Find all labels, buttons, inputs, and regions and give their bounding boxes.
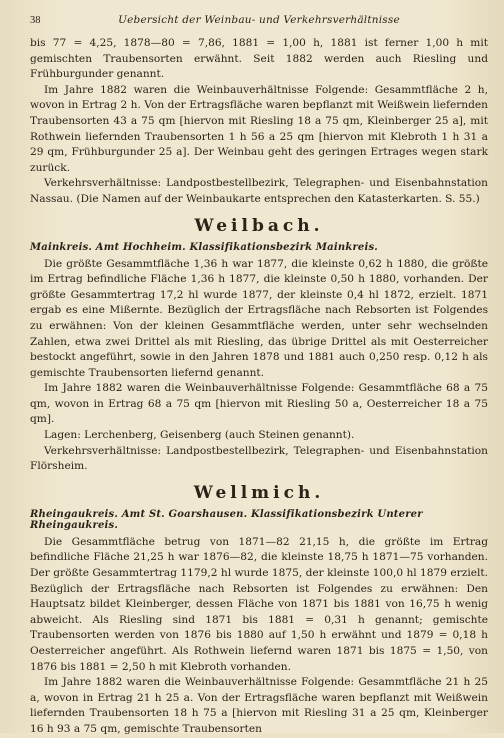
paragraph: Die größte Gesammtfläche 1,36 h war 1877, die kleinste 0,62 h 1880, die größte im Ertrag befindliche Fläche 1,36 h 1877, die kleinste 0,50 h 1880, vorhanden. Der größte Gesammtertrag 17,2 hl wurde 1877, der kleinste 0,4 hl 1872, erzielt. 1871 ergab es eine Mißernte. Bezüglich der Ertragsfläche nach Rebsorten ist Folgendes zu erwähnen: Von der kleinen Gesammtfläche werden, unter sehr wechselnden Zahlen, etwa zwei Drittel als mit Riesling, das übrige Drittel als mit Oesterreicher bestockt angeführt, sowie in den Jahren 1878 und 1881 auch 0,250 resp. 0,12 h als gemischte Traubensorten liefernd genannt. [30,257,488,379]
page-number: 38 [30,15,41,26]
paragraph: Im Jahre 1882 waren die Weinbauverhältnisse Folgende: Gesammtfläche 2 h, wovon in Ertrag 2 h. Von der Ertragsfläche waren bepflanzt mit Weißwein liefernden Traubensorten 43 a 75 qm [hiervon mit Riesling 18 a 75 qm, Kleinberger 25 a], mit Rothwein liefernden Traubensorten 1 h 56 a 25 qm [hiervon mit Klebroth 1 h 31 a 29 qm, Frühburgunder 25 a]. Der Weinbau geht des geringen Ertrages wegen stark zurück. [30,83,488,174]
paragraph: Im Jahre 1882 waren die Weinbauverhältnisse Folgende: Gesammtfläche 68 a 75 qm, wovon in Ertrag 68 a 75 qm [hiervon mit Riesling 50 a, Oesterreicher 18 a 75 qm]. [30,382,488,426]
paragraph: Lagen: Lerchenberg, Geisenberg (auch Steinen genannt). [44,429,355,442]
section-subheading: Mainkreis. Amt Hochheim. Klassifikationsbezirk Mainkreis. [30,241,378,253]
page-header [30,14,488,30]
section-subheading: Rheingaukreis. Amt St. Goarshausen. Klassifikationsbezirk Unterer Rheingaukreis. [30,508,423,531]
paragraph: Die Gesammtfläche betrug von 1871—82 21,15 h, die größte im Ertrag befindliche Fläche 21,25 h war 1876—82, die kleinste 18,75 h 1871—75 vorhanden. Der größte Gesammtertrag 1179,2 hl wurde 1875, der kleinste 100,0 hl 1879 erzielt. Bezüglich der Ertragsfläche nach Rebsorten ist Folgendes zu erwähnen: Den Hauptsatz bildet Kleinberger, dessen Fläche von 1871 bis 1881 von 16,75 h wenig abweicht. Als Riesling sind 1871 bis 1881 = 0,31 h genannt; gemischte Traubensorten werden von 1876 bis 1880 auf 1,50 h erwähnt und 1879 = 0,18 h Oesterreicher angeführt. Als Rothwein liefernd waren 1871 bis 1875 = 1,50, von 1876 bis 1881 = 2,50 h mit Klebroth vorhanden. [30,535,488,673]
running-title: Uebersicht der Weinbau- und Verkehrsverhältnisse [118,14,400,26]
paragraph: Verkehrsverhältnisse: Landpostbestellbezirk, Telegraphen- und Eisenbahnstation Nassau. (Die Namen auf der Weinbaukarte entsprechen den Katasterkarten. S. 55.) [30,177,488,205]
paragraph: bis 77 = 4,25, 1878—80 = 7,86, 1881 = 1,00 h, 1881 ist ferner 1,00 h mit gemischten Traubensorten erwähnt. Seit 1882 werden auch Riesling und Frühburgunder genannt. [30,37,488,81]
paragraph: Verkehrsverhältnisse: Landpostbestellbezirk, Telegraphen- und Eisenbahnstation Flörsheim. [30,444,488,473]
section-title-weilbach: Weilbach. [194,215,324,236]
paragraph: Im Jahre 1882 waren die Weinbauverhältnisse Folgende: Gesammtfläche 21 h 25 a, wovon in Ertrag 21 h 25 a. Von der Ertragsfläche waren bepflanzt mit Weißwein liefernden Traubensorten 18 h 75 a [hiervon mit Riesling 31 a 25 qm, Kleinberger 16 h 93 a 75 qm, gemischte Traubensorten [30,676,488,735]
section-title-wellmich: Wellmich. [193,482,325,503]
